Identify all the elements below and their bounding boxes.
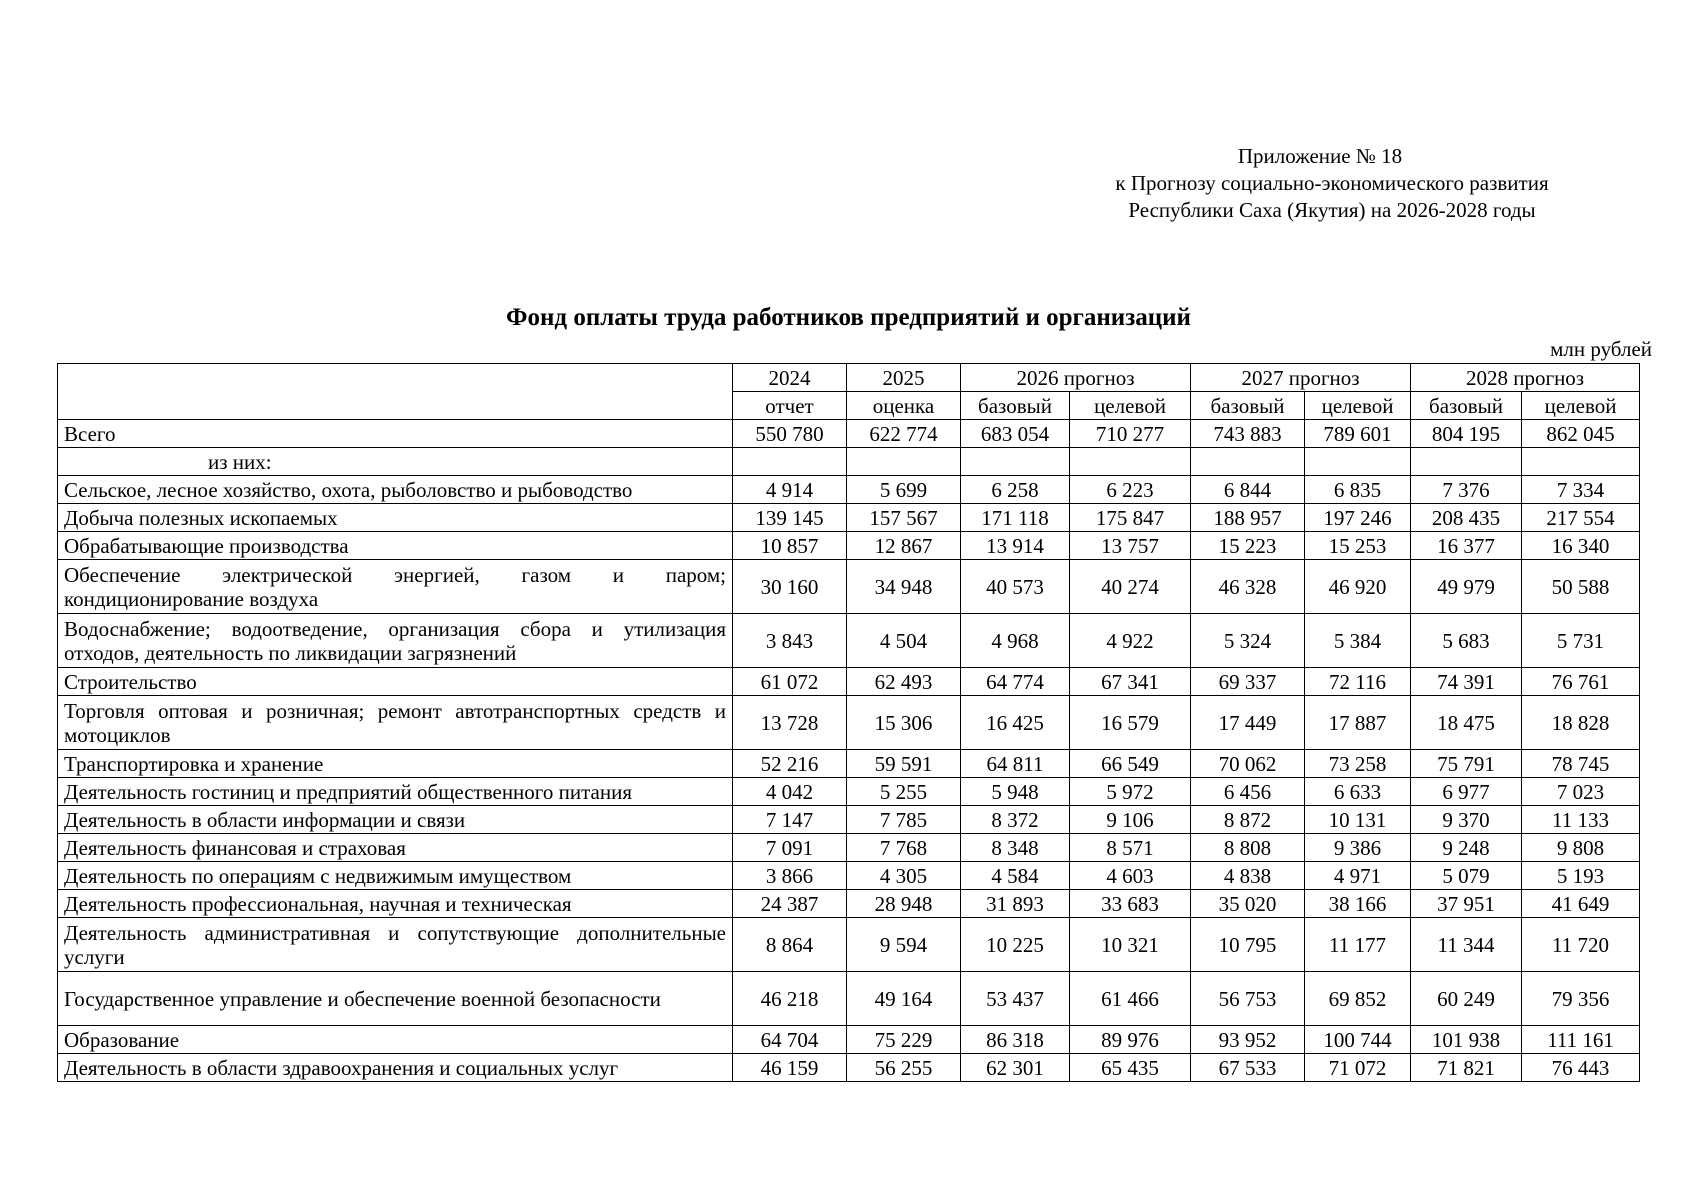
value-cell: 4 603 [1070,862,1191,890]
value-cell: 46 159 [733,1054,847,1082]
value-cell: 8 864 [733,918,847,972]
industry-name: Торговля оптовая и розничная; ремонт автотранспортных средств и мотоциклов [58,696,733,750]
value-cell: 17 887 [1305,696,1411,750]
industry-name: Образование [58,1026,733,1054]
value-cell: 8 571 [1070,834,1191,862]
value-cell: 4 042 [733,778,847,806]
table-row [58,778,1640,806]
value-cell: 73 258 [1305,750,1411,778]
value-cell: 69 852 [1305,972,1411,1026]
table-row [58,560,1640,614]
value-cell: 5 193 [1522,862,1640,890]
industry-name: Деятельность по операциям с недвижимым имуществом [58,862,733,890]
industry-name: Обрабатывающие производства [58,532,733,560]
value-cell: 550 780 [733,420,847,448]
value-cell: 157 567 [847,504,961,532]
value-cell: 69 337 [1191,668,1305,696]
value-cell: 9 386 [1305,834,1411,862]
industry-name: Строительство [58,668,733,696]
value-cell: 789 601 [1305,420,1411,448]
industry-name: Деятельность гостиниц и предприятий общественного питания [58,778,733,806]
value-cell: 11 177 [1305,918,1411,972]
value-cell [1070,448,1191,476]
value-cell [1191,448,1305,476]
table-body [58,364,1640,1082]
appendix-note [1052,143,1612,224]
value-cell: 46 218 [733,972,847,1026]
value-cell: 13 757 [1070,532,1191,560]
table-row [58,1026,1640,1054]
industry-name: Водоснабжение; водоотведение, организация сбора и утилизация отходов, деятельность по ликвидации загрязнений [58,614,733,668]
value-cell: 4 968 [961,614,1070,668]
document-title: Фонд оплаты труда работников предприятий и организаций [506,304,1191,331]
header-2026-forecast: 2026 прогноз [961,364,1191,392]
value-cell: 5 384 [1305,614,1411,668]
value-cell: 4 971 [1305,862,1411,890]
value-cell: 75 229 [847,1026,961,1054]
value-cell: 5 948 [961,778,1070,806]
table-row [58,476,1640,504]
value-cell: 34 948 [847,560,961,614]
value-cell: 10 795 [1191,918,1305,972]
value-cell [1305,448,1411,476]
value-cell: 76 761 [1522,668,1640,696]
appendix-region: Республики Саха (Якутия) на 2026-2028 годы [1128,198,1536,222]
value-cell: 5 079 [1411,862,1522,890]
value-cell: 8 808 [1191,834,1305,862]
industry-name: Деятельность в области информации и связи [58,806,733,834]
value-cell: 16 579 [1070,696,1191,750]
value-cell: 71 821 [1411,1054,1522,1082]
value-cell: 66 549 [1070,750,1191,778]
value-cell: 41 649 [1522,890,1640,918]
value-cell: 56 255 [847,1054,961,1082]
table-row [58,696,1640,750]
value-cell: 6 633 [1305,778,1411,806]
value-cell: 5 324 [1191,614,1305,668]
value-cell: 18 475 [1411,696,1522,750]
industry-name: Добыча полезных ископаемых [58,504,733,532]
value-cell [1411,448,1522,476]
value-cell: 33 683 [1070,890,1191,918]
table-row [58,834,1640,862]
value-cell: 64 811 [961,750,1070,778]
value-cell: 8 372 [961,806,1070,834]
value-cell: 40 274 [1070,560,1191,614]
industry-name: Государственное управление и обеспечение военной безопасности [58,972,733,1026]
value-cell: 7 023 [1522,778,1640,806]
value-cell: 49 164 [847,972,961,1026]
value-cell: 9 594 [847,918,961,972]
value-cell: 31 893 [961,890,1070,918]
value-cell: 13 728 [733,696,847,750]
value-cell: 93 952 [1191,1026,1305,1054]
header-row-years [58,364,1640,392]
value-cell: 208 435 [1411,504,1522,532]
value-cell: 10 857 [733,532,847,560]
value-cell: 35 020 [1191,890,1305,918]
appendix-reference: к Прогнозу социально-экономического развития [1115,171,1549,195]
value-cell: 52 216 [733,750,847,778]
value-cell: 50 588 [1522,560,1640,614]
value-cell: 15 223 [1191,532,1305,560]
wage-fund-table [57,363,1640,1082]
table-row [58,504,1640,532]
value-cell: 4 504 [847,614,961,668]
value-cell: 60 249 [1411,972,1522,1026]
subheader-label: из них: [58,448,733,476]
value-cell: 61 466 [1070,972,1191,1026]
value-cell: 6 844 [1191,476,1305,504]
value-cell: 75 791 [1411,750,1522,778]
value-cell: 5 255 [847,778,961,806]
value-cell: 6 835 [1305,476,1411,504]
value-cell: 7 785 [847,806,961,834]
header-2025-year: 2025 [847,364,961,392]
value-cell: 18 828 [1522,696,1640,750]
table-row [58,420,1640,448]
value-cell: 10 225 [961,918,1070,972]
value-cell: 72 116 [1305,668,1411,696]
value-cell: 38 166 [1305,890,1411,918]
header-2024-type: отчет [733,392,847,420]
value-cell: 111 161 [1522,1026,1640,1054]
header-2028-forecast: 2028 прогноз [1411,364,1640,392]
value-cell: 17 449 [1191,696,1305,750]
value-cell: 37 951 [1411,890,1522,918]
value-cell [847,448,961,476]
value-cell: 49 979 [1411,560,1522,614]
value-cell: 5 699 [847,476,961,504]
value-cell: 710 277 [1070,420,1191,448]
value-cell: 7 376 [1411,476,1522,504]
value-cell: 53 437 [961,972,1070,1026]
value-cell: 59 591 [847,750,961,778]
value-cell: 16 377 [1411,532,1522,560]
header-2027-forecast: 2027 прогноз [1191,364,1411,392]
value-cell: 30 160 [733,560,847,614]
table-row [58,890,1640,918]
industry-name: Всего [58,420,733,448]
table-row [58,668,1640,696]
value-cell: 100 744 [1305,1026,1411,1054]
header-2026-target: целевой [1070,392,1191,420]
table-row [58,972,1640,1026]
appendix-number: Приложение № 18 [1237,144,1403,168]
value-cell: 64 704 [733,1026,847,1054]
value-cell: 8 872 [1191,806,1305,834]
value-cell: 9 370 [1411,806,1522,834]
industry-name: Деятельность в области здравоохранения и социальных услуг [58,1054,733,1082]
value-cell: 78 745 [1522,750,1640,778]
value-cell: 9 106 [1070,806,1191,834]
value-cell: 62 493 [847,668,961,696]
value-cell: 56 753 [1191,972,1305,1026]
value-cell: 6 977 [1411,778,1522,806]
value-cell: 15 253 [1305,532,1411,560]
industry-name: Деятельность профессиональная, научная и техническая [58,890,733,918]
value-cell: 4 584 [961,862,1070,890]
value-cell: 188 957 [1191,504,1305,532]
value-cell: 24 387 [733,890,847,918]
value-cell: 4 922 [1070,614,1191,668]
value-cell: 16 340 [1522,532,1640,560]
value-cell: 10 131 [1305,806,1411,834]
table-row [58,806,1640,834]
value-cell: 7 091 [733,834,847,862]
value-cell: 5 731 [1522,614,1640,668]
header-2026-base: базовый [961,392,1070,420]
value-cell: 86 318 [961,1026,1070,1054]
header-2028-target: целевой [1522,392,1640,420]
value-cell: 6 258 [961,476,1070,504]
value-cell: 11 344 [1411,918,1522,972]
value-cell: 804 195 [1411,420,1522,448]
value-cell: 139 145 [733,504,847,532]
value-cell: 6 456 [1191,778,1305,806]
value-cell: 46 920 [1305,560,1411,614]
table-row [58,1054,1640,1082]
unit-label: млн рублей [1550,337,1652,361]
value-cell: 70 062 [1191,750,1305,778]
value-cell: 12 867 [847,532,961,560]
header-2025-type: оценка [847,392,961,420]
industry-name: Деятельность административная и сопутствующие дополнительные услуги [58,918,733,972]
table-row [58,918,1640,972]
value-cell: 62 301 [961,1054,1070,1082]
table-row [58,532,1640,560]
value-cell: 8 348 [961,834,1070,862]
value-cell: 7 334 [1522,476,1640,504]
value-cell: 74 391 [1411,668,1522,696]
value-cell: 13 914 [961,532,1070,560]
value-cell: 743 883 [1191,420,1305,448]
value-cell: 65 435 [1070,1054,1191,1082]
value-cell: 9 248 [1411,834,1522,862]
value-cell [733,448,847,476]
value-cell: 9 808 [1522,834,1640,862]
value-cell: 16 425 [961,696,1070,750]
industry-name: Транспортировка и хранение [58,750,733,778]
value-cell: 683 054 [961,420,1070,448]
industry-name: Обеспечение электрической энергией, газом и паром; кондиционирование воздуха [58,560,733,614]
table-row [58,448,1640,476]
value-cell: 3 843 [733,614,847,668]
value-cell: 71 072 [1305,1054,1411,1082]
value-cell: 101 938 [1411,1026,1522,1054]
table-row [58,614,1640,668]
value-cell [961,448,1070,476]
value-cell: 3 866 [733,862,847,890]
value-cell: 15 306 [847,696,961,750]
header-corner-cell [58,364,733,420]
table-row [58,862,1640,890]
header-2028-base: базовый [1411,392,1522,420]
value-cell: 862 045 [1522,420,1640,448]
value-cell: 76 443 [1522,1054,1640,1082]
value-cell: 67 341 [1070,668,1191,696]
value-cell: 7 147 [733,806,847,834]
value-cell: 11 720 [1522,918,1640,972]
value-cell: 4 838 [1191,862,1305,890]
value-cell: 89 976 [1070,1026,1191,1054]
value-cell: 40 573 [961,560,1070,614]
table-row [58,750,1640,778]
value-cell: 61 072 [733,668,847,696]
header-2027-base: базовый [1191,392,1305,420]
value-cell: 7 768 [847,834,961,862]
value-cell: 5 683 [1411,614,1522,668]
value-cell: 622 774 [847,420,961,448]
value-cell: 171 118 [961,504,1070,532]
header-2024-year: 2024 [733,364,847,392]
value-cell: 175 847 [1070,504,1191,532]
value-cell: 11 133 [1522,806,1640,834]
value-cell: 28 948 [847,890,961,918]
header-2027-target: целевой [1305,392,1411,420]
value-cell: 5 972 [1070,778,1191,806]
value-cell: 79 356 [1522,972,1640,1026]
value-cell: 4 914 [733,476,847,504]
value-cell: 197 246 [1305,504,1411,532]
value-cell: 6 223 [1070,476,1191,504]
value-cell [1522,448,1640,476]
industry-name: Сельское, лесное хозяйство, охота, рыболовство и рыбоводство [58,476,733,504]
value-cell: 4 305 [847,862,961,890]
value-cell: 64 774 [961,668,1070,696]
value-cell: 46 328 [1191,560,1305,614]
value-cell: 10 321 [1070,918,1191,972]
industry-name: Деятельность финансовая и страховая [58,834,733,862]
value-cell: 217 554 [1522,504,1640,532]
value-cell: 67 533 [1191,1054,1305,1082]
